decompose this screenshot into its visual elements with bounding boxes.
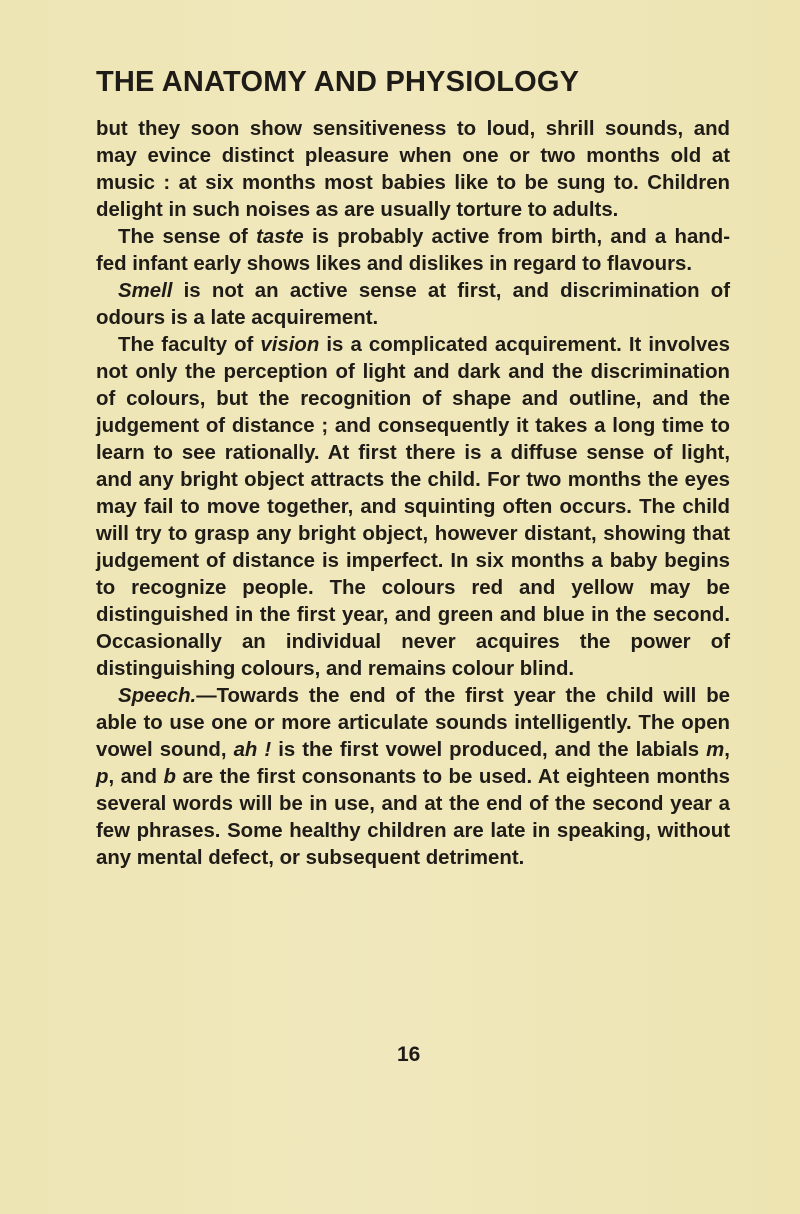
paragraph-segment: is probably active from birth, and a hand-fed infant early shows likes and dislikes in regard to flavours. <box>96 226 730 275</box>
paragraph-taste <box>96 224 730 278</box>
paragraph-segment: are the first consonants to be used. At eighteen months several words will be in use, and at the end of the second year a few phrases. Some healthy children are late in speaking, without any mental defect, or subsequent detriment. <box>96 766 730 869</box>
italic-term-smell: Smell <box>118 280 173 302</box>
paragraph-segment: —Towards the end of the first year the child will be able to use one or more articulate sounds intelligently. The open vowel sound, <box>96 685 730 761</box>
paragraph-segment: The faculty of <box>118 334 261 356</box>
paragraph-segment: is the first vowel produced, and the labials <box>271 739 707 761</box>
paragraph-vision <box>96 332 730 683</box>
italic-term-p: p <box>96 766 109 788</box>
paragraph-segment: The sense of <box>118 226 257 248</box>
paragraph-speech <box>96 683 730 872</box>
italic-term-ah: ah ! <box>233 739 272 761</box>
italic-term-m: m <box>706 739 725 761</box>
paragraph-segment: , and <box>108 766 164 788</box>
paragraph-segment: is a complicated acquirement. It involves not only the perception of light and dark and the discrimination of colours, but the recognition of shape and outline, and the judgement of distance ; and consequently it takes a long time to learn to see rationally. At first there is a diffuse sense of light, and any bright object attracts the child. For two months the eyes may fail to move together, and squinting often occurs. The child will try to grasp any bright object, however distant, showing that judgement of distance is imperfect. In six months a baby begins to recognize people. The colours red and yellow may be distinguished in the first year, and green and blue in the second. Occasionally an individual never acquires the power of distinguishing colours, and remains colour blind. <box>96 334 730 680</box>
paragraph-segment: , <box>724 739 730 761</box>
paragraph-segment: but they soon show sensitiveness to loud, shrill sounds, and may evince distinct pleasure when one or two months old at music : at six months most babies like to be sung to. Children delight in such noises as are usually torture to adults. <box>96 118 730 221</box>
paragraph-sounds <box>96 116 730 224</box>
italic-term-b: b <box>163 766 176 788</box>
italic-term-speech: Speech. <box>118 685 197 707</box>
paragraph-smell <box>96 278 730 332</box>
running-head: THE ANATOMY AND PHYSIOLOGY <box>96 66 580 98</box>
italic-term-vision: vision <box>260 334 320 356</box>
body-text <box>96 116 730 872</box>
paragraph-segment: is not an active sense at first, and discrimination of odours is a late acquirement. <box>96 280 730 329</box>
page-number: 16 <box>397 1043 421 1066</box>
italic-term-taste: taste <box>256 226 304 248</box>
